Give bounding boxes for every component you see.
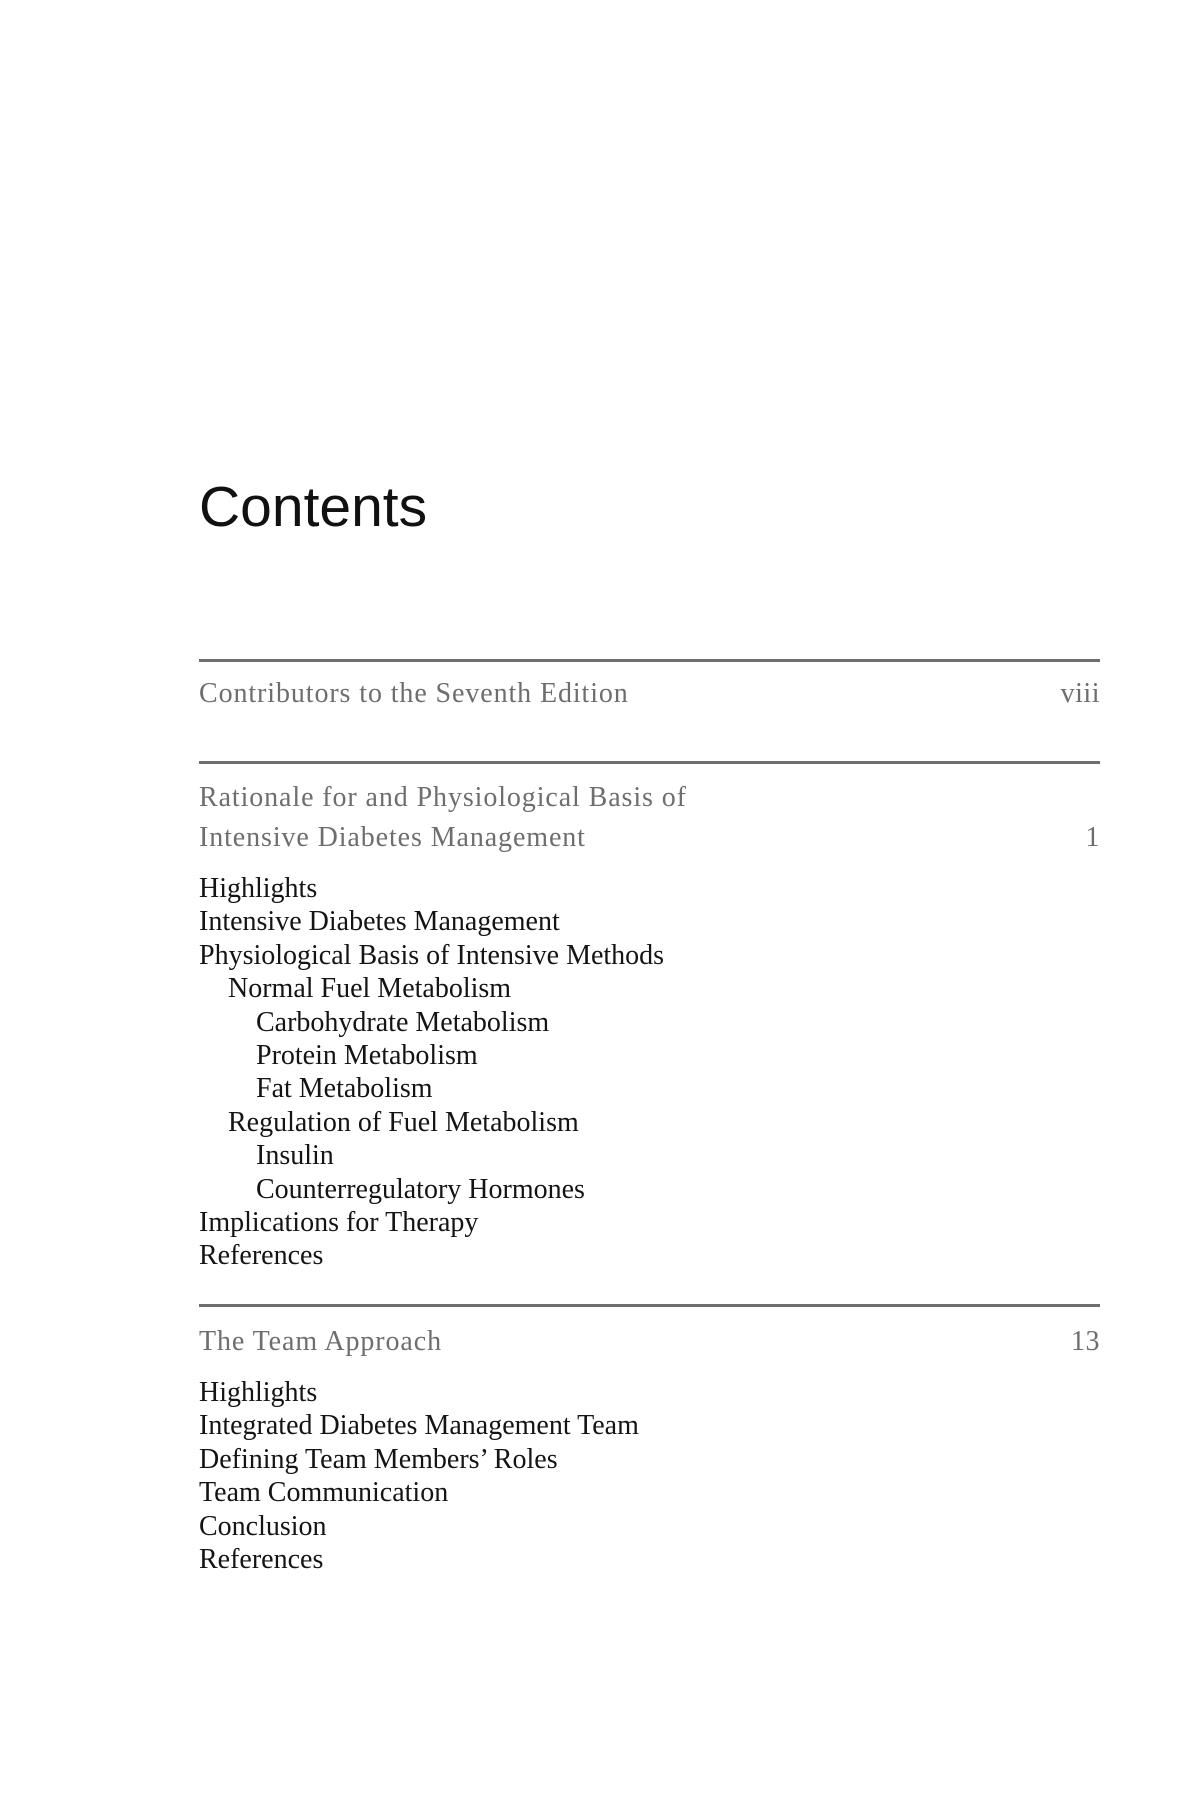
- toc-subentry[interactable]: Team Communication: [199, 1477, 449, 1509]
- chapter-title-line: Intensive Diabetes Management: [199, 822, 586, 853]
- toc-subentry[interactable]: Normal Fuel Metabolism: [228, 973, 512, 1005]
- toc-subentry[interactable]: References: [199, 1543, 324, 1575]
- toc-chapter-2-entries: [199, 1376, 1100, 1576]
- section-divider: [199, 1304, 1100, 1307]
- toc-entry-title: Contributors to the Seventh Edition: [199, 678, 629, 709]
- toc-subentry[interactable]: Fat Metabolism: [256, 1073, 433, 1105]
- toc-chapter-1-heading[interactable]: [199, 778, 1100, 858]
- toc-subentry[interactable]: Protein Metabolism: [256, 1039, 478, 1071]
- section-divider: [199, 659, 1100, 662]
- toc-entry-contributors[interactable]: [199, 674, 1100, 714]
- toc-subentry[interactable]: Conclusion: [199, 1510, 327, 1542]
- toc-subentry[interactable]: Highlights: [199, 873, 318, 904]
- section-divider: [199, 761, 1100, 764]
- toc-subentry[interactable]: Physiological Basis of Intensive Methods: [199, 939, 665, 971]
- toc-subentry[interactable]: Insulin: [256, 1140, 334, 1172]
- chapter-title-line: The Team Approach: [199, 1326, 442, 1357]
- toc-subentry[interactable]: Counterregulatory Hormones: [256, 1173, 585, 1205]
- toc-subentry[interactable]: References: [199, 1240, 324, 1272]
- toc-subentry[interactable]: Intensive Diabetes Management: [199, 906, 560, 938]
- toc-subentry[interactable]: Highlights: [199, 1377, 318, 1408]
- toc-chapter-2-heading[interactable]: [199, 1322, 1100, 1362]
- toc-subentry[interactable]: Integrated Diabetes Management Team: [199, 1410, 639, 1442]
- toc-page-number: 13: [1071, 1326, 1100, 1357]
- toc-subentry[interactable]: Implications for Therapy: [199, 1206, 479, 1238]
- toc-chapter-1-entries: [199, 872, 1100, 1273]
- chapter-title-line: Rationale for and Physiological Basis of: [199, 782, 687, 813]
- page-title: Contents: [199, 475, 428, 539]
- toc-subentry[interactable]: Regulation of Fuel Metabolism: [228, 1106, 579, 1138]
- toc-page-number: viii: [1060, 678, 1100, 709]
- toc-page-number: 1: [1085, 822, 1100, 853]
- toc-subentry[interactable]: Carbohydrate Metabolism: [256, 1006, 550, 1038]
- toc-subentry[interactable]: Defining Team Members’ Roles: [199, 1443, 558, 1475]
